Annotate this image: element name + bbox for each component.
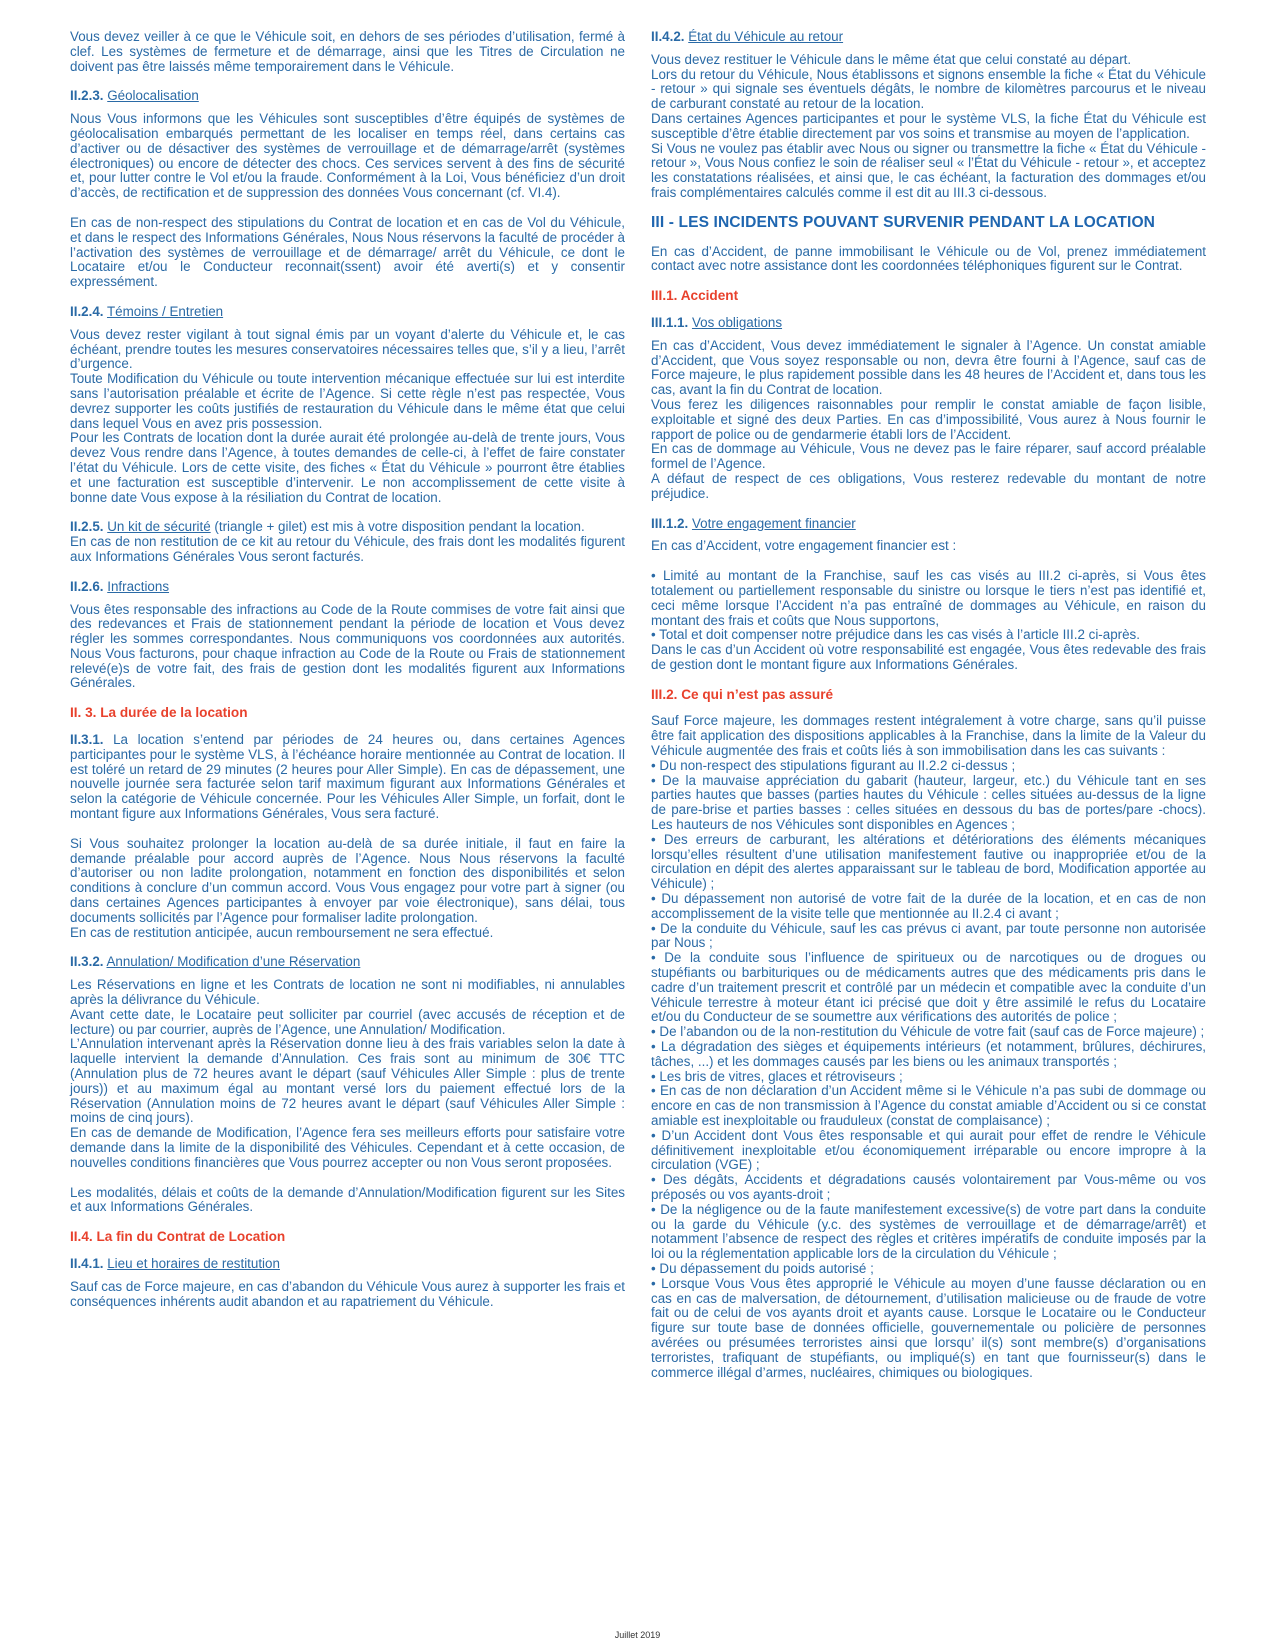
section-incidents: III - LES INCIDENTS POUVANT SURVENIR PENDANT LA LOCATION <box>651 213 1156 231</box>
heading-obligations: III.1.1. Vos obligations <box>651 314 783 330</box>
section-non-assure: III.2. Ce qui n’est pas assuré <box>651 686 834 702</box>
paragraph-kit: En cas de non restitution de ce kit au retour du Véhicule, des frais dont les modalités figurent aux Informations Générales Vous seront facturés. <box>70 534 625 564</box>
paragraph-temoins: Vous devez rester vigilant à tout signal émis par un voyant d’alerte du Véhicule et, le cas échéant, prendre toutes les mesures conservatoires nécessaires telles que, s’il y a lieu, l’arrêt d’urgence. Toute Modification du Véhicule ou toute intervention mécanique effectuée sur lui est interdite sans l’autorisation préalable et écrite de l’Agence. Si cette règle n’est pas respectée, Vous devrez supporter les coûts justifiés de restauration du Véhicule dans le même état que celui dans lequel Vous en avez pris possession. Pour les Contrats de location dont la durée aurait été prolongée au-delà de trente jours, Vous devez Vous rendre dans l’Agence, à toutes demandes de celle-ci, à l’effet de faire constater l’état du Véhicule. Lors de cette visite, des fiches « État du Véhicule » pourront être établies et une facturation est susceptible d’intervenir. Le non accomplissement de cette visite à bonne date Vous expose à la résiliation du Contrat de location. <box>70 326 625 505</box>
paragraph-geolocalisation: Nous Vous informons que les Véhicules sont susceptibles d’être équipés de systèmes de géolocalisation embarqués permettant de les localiser en temps réel, dans certains cas d’activer ou de désactiver des systèmes de verrouillage et de démarrage/arrêt (systèmes électroniques) ou encore de détecter des chocs. Ces services servent à des fins de sécurité et, pour lutter contre le Vol et/ou la fraude. Conformément à la Loi, Vous bénéficiez d’un droit d’accès, de rectification et de suppression des données Vous concernant (cf. VI.4). <box>70 111 625 201</box>
heading-annulation: II.3.2. Annulation/ Modification d’une Réservation <box>70 954 361 970</box>
paragraph-incidents: En cas d’Accident, de panne immobilisant le Véhicule ou de Vol, prenez immédiatement contact avec notre assistance dont les coordonnées téléphoniques figurent sur le Contrat. <box>651 243 1206 274</box>
heading-geolocalisation: II.2.3. Géolocalisation <box>70 88 199 104</box>
section-duree: II. 3. La durée de la location <box>70 705 248 721</box>
paragraph-infractions: Vous êtes responsable des infractions au Code de la Route commises de votre fait ainsi que des redevances et Frais de stationnement pendant la période de location et Vous devez régler les sommes correspondantes. Nous communiquons vos coordonnées aux autorités. Nous Vous facturons, pour chaque infraction au Code de la Route ou Frais de stationnement relevé(e)s de votre fait, des frais de gestion dont les modalités figurent aux Informations Générales. <box>70 601 625 691</box>
paragraph-duree: II.3.1. La location s’entend par périodes de 24 heures ou, dans certaines Agences participantes pour le système VLS, à l’échéance horaire mentionnée au Contrat de location. Il est toléré un retard de 29 minutes (2 heures pour Aller Simple). En cas de dépassement, une nouvelle journée sera facturée selon tarif maximum figurant aux Informations Générales et selon la catégorie de Véhicule concernée. Pour les Véhicules Aller Simple, un forfait, dont le montant figure aux Informations Générales, Vous sera facturé. <box>70 732 625 822</box>
left-column <box>70 30 625 1324</box>
heading-temoins: II.2.4. Témoins / Entretien <box>70 303 224 319</box>
paragraph-limite: • Limité au montant de la Franchise, sauf les cas visés au III.2 ci-après, si Vous êtes totalement ou partiellement responsable du sinistre ou lorsque le tiers n’est pas identifié et, ceci même lorsque l’Accident n’a pas entraîné de dommages au Véhicule, en raison du montant des frais et coûts que Nous supportons, • Total et doit compenser notre préjudice dans les cas visés à l’article III.2 ci-après. Dans le cas d’un Accident où votre responsabilité est engagée, Vous êtes redevable des frais de gestion dont le montant figure aux Informations Générales. <box>651 568 1206 672</box>
heading-engagement: III.1.2. Votre engagement financier <box>651 515 856 531</box>
section-fin-contrat: II.4. La fin du Contrat de Location <box>70 1229 286 1245</box>
paragraph-engagement: En cas d’Accident, votre engagement financier est : <box>651 538 957 554</box>
paragraph-modalites: Les modalités, délais et coûts de la demande d’Annulation/Modification figurent sur les Sites et aux Informations Générales. <box>70 1184 625 1215</box>
paragraph-lieu-restitution: Sauf cas de Force majeure, en cas d’abandon du Véhicule Vous aurez à supporter les frais et conséquences inhérents audit abandon et au rapatriement du Véhicule. <box>70 1278 625 1309</box>
right-column <box>651 30 1206 1395</box>
section-accident: III.1. Accident <box>651 288 739 304</box>
paragraph-obligations: En cas d’Accident, Vous devez immédiatement le signaler à l’Agence. Un constat amiable d’Accident, que Vous soyez responsable ou non, devra être fourni à l’Agence, sauf cas de Force majeure, le plus rapidement possible dans les 48 heures de l’Accident et, dans tous les cas, avant la fin du Contrat de location. Vous ferez les diligences raisonnables pour remplir le constat amiable de façon lisible, exploitable et signé des deux Parties. En cas d’impossibilité, Vous aurez à Nous fournir le rapport de police ou de gendarmerie établi lors de l’Accident. En cas de dommage au Véhicule, Vous ne devez pas le faire réparer, sauf accord préalable formel de l’Agence. A défaut de respect de ces obligations, Vous resterez redevable du montant de notre préjudice. <box>651 337 1206 501</box>
heading-infractions: II.2.6. Infractions <box>70 578 170 594</box>
heading-etat-retour: II.4.2. État du Véhicule au retour <box>651 29 844 44</box>
page-footer-date: Juillet 2019 <box>614 1630 661 1640</box>
paragraph-fermeture: Vous devez veiller à ce que le Véhicule soit, en dehors de ses périodes d’utilisation, fermé à clef. Les systèmes de fermeture et de démarrage, ainsi que les Titres de Circulation ne doivent pas être laissés même temporairement dans le Véhicule. <box>70 29 625 74</box>
paragraph-etat-retour: Vous devez restituer le Véhicule dans le même état que celui constaté au départ. Lors du retour du Véhicule, Nous établissons et signons ensemble la fiche « État du Véhicule - retour » qui signale ses éventuels dégâts, le nombre de kilomètres parcourus et le niveau de carburant constaté au retour de la location. Dans certaines Agences participantes et pour le système VLS, la fiche État du Véhicule est susceptible d’être établie directement par vos soins et transmise au moyen de l’application. Si Vous ne voulez pas établir avec Nous ou signer ou transmettre la fiche « État du Véhicule - retour », Vous Nous confiez le soin de réaliser seul « l’État du Véhicule - retour », et acceptez les constatations réalisées, et ainsi que, le cas échéant, la facturation des dommages et/ou frais complémentaires calculés comme il est dit au III.3 ci-dessous. <box>651 51 1206 200</box>
heading-lieu-restitution: II.4.1. Lieu et horaires de restitution <box>70 1255 280 1271</box>
paragraph-annulation: Les Réservations en ligne et les Contrats de location ne sont ni modifiables, ni annulables après la délivrance du Véhicule. Avant cette date, le Locataire peut solliciter par courriel (avec accusés de réception et de lecture) ou par courrier, auprès de l’Agence, une Annulation/ Modification. L’Annulation intervenant après la Réservation donne lieu à des frais variables selon la date à laquelle intervient la demande d’Annulation. Ces frais sont au minimum de 30€ TTC (Annulation plus de 72 heures avant le départ (sauf Véhicules Aller Simple : plus de trente jours)) et au maximum égal au montant versé lors du paiement effectué lors de la Réservation (Annulation moins de 72 heures avant le départ (sauf Véhicules Aller Simple : moins de cinq jours). En cas de demande de Modification, l’Agence fera ses meilleurs efforts pour satisfaire votre demande dans la limite de la disponibilité des Véhicules. Cependant et à cette occasion, de nouvelles conditions financières que Vous pourrez accepter ou non Vous seront proposées. <box>70 977 625 1170</box>
paragraph-non-assure: Sauf Force majeure, les dommages restent intégralement à votre charge, sans qu’il puisse être fait application des dispositions applicables à la Franchise, dans la limite de la Valeur du Véhicule augmentée des frais et coûts liés à son immobilisation dans les cas suivants : • Du non-respect des stipulations figurant au II.2.2 ci-dessus ; • De la mauvaise appréciation du gabarit (hauteur, largeur, etc.) du Véhicule tant en ses parties hautes que basses (parties hautes du Véhicule : celles situées au-dessus de la ligne de pare-brise et parties basses : celles situées en dessous du bas de portes/pare -chocs). Les hauteurs de nos Véhicules sont disponibles en Agences ; • Des erreurs de carburant, les altérations et détériorations des éléments mécaniques lorsqu’elles résultent d’une utilisation manifestement fautive ou inappropriée et/ou de la circulation en dépit des alertes apparaissant sur le tableau de bord, Modification apportée au Véhicule) ; • Du dépassement non autorisé de votre fait de la durée de la location, et en cas de non accomplissement de la visite telle que mentionnée au II.2.4 ci avant ; • De la conduite du Véhicule, sauf les cas prévus ci avant, par toute personne non autorisée par Nous ; • De la conduite sous l’influence de spiritueux ou de narcotiques ou de drogues ou stupéfiants ou barbituriques ou de médicaments autres que des médicaments pris dans le cadre d’un traitement prescrit et contrôlé par un médecin et compatible avec la conduite d’un Véhicule terrestre à moteur étant ici précisé que doit y être assimilé le refus du Locataire et/ou du Conducteur de se soumettre aux vérifications des autorités de police ; • De l’abandon ou de la non-restitution du Véhicule de votre fait (sauf cas de Force majeure) ; • La dégradation des sièges et équipements intérieurs (et notamment, brûlures, déchirures, tâches, ...) et les dommages causés par les biens ou les animaux transportés ; • Les bris de vitres, glaces et rétroviseurs ; • En cas de non déclaration d’un Accident même si le Véhicule n’a pas subi de dommage ou encore en cas de non transmission à l’Agence du constat amiable d’Accident ou si ce constat amiable est inexploitable ou frauduleux (constat de complaisance) ; • D’un Accident dont Vous êtes responsable et qui aurait pour effet de rendre le Véhicule définitivement inexploitable et/ou économiquement irréparable ou encore impropre à la circulation (VGE) ; • Des dégâts, Accidents et dégradations causés volontairement par Vous-même ou vos préposés ou vos ayants-droit ; • De la négligence ou de la faute manifestement excessive(s) de votre part dans la conduite ou la garde du Véhicule (y.c. des systèmes de verrouillage et de démarrage/arrêt) et notamment l’absence de respect des règles et critères impératifs de conduite imposés par la loi ou la réglementation applicable lors de la circulation du Véhicule ; • Du dépassement du poids autorisé ; • Lorsque Vous Vous êtes approprié le Véhicule au moyen d’une fausse déclaration ou en cas en cas de malversation, de détournement, d’utilisation malicieuse ou de fraude de votre fait ou de celui de vos ayants droit et ayants cause. Lorsque le Locataire ou le Conducteur figure sur toute base de données officielle, gouvernementale ou policière de personnes avérées ou présumées terroristes ainsi que lorsqu’ il(s) sont membre(s) d’organisations terroristes, trafiquant de stupéfiants, ou impliqué(s) en tant que fournisseur(s) dans le commerce illégal d’armes, nucléaires, chimiques ou biologiques. <box>651 713 1206 1380</box>
paragraph-kit-intro: II.2.5. Un kit de sécurité (triangle + gilet) est mis à votre disposition pendant la location. <box>70 519 585 535</box>
paragraph-verrouillage: En cas de non-respect des stipulations du Contrat de location et en cas de Vol du Véhicule, et dans le respect des Informations Générales, Nous Nous réservons la faculté de procéder à l’activation des systèmes de verrouillage et de démarrage/ arrêt du Véhicule, ce dont le Locataire et/ou le Conducteur reconnait(ssent) avoir été averti(s) et y consentir expressément. <box>70 214 625 290</box>
paragraph-prolongation: Si Vous souhaitez prolonger la location au-delà de sa durée initiale, il faut en faire la demande préalable pour accord auprès de l’Agence. Nous Nous réservons la faculté d’autoriser ou non ladite prolongation, notamment en fonction des disponibilités et selon conditions à conclure d’un commun accord. Vous Vous engagez pour votre part à signer (ou dans certaines Agences participantes à envoyer par voie électronique), sans délai, tous documents sollicités par l’Agence pour formaliser ladite prolongation. En cas de restitution anticipée, aucun remboursement ne sera effectué. <box>70 835 625 940</box>
